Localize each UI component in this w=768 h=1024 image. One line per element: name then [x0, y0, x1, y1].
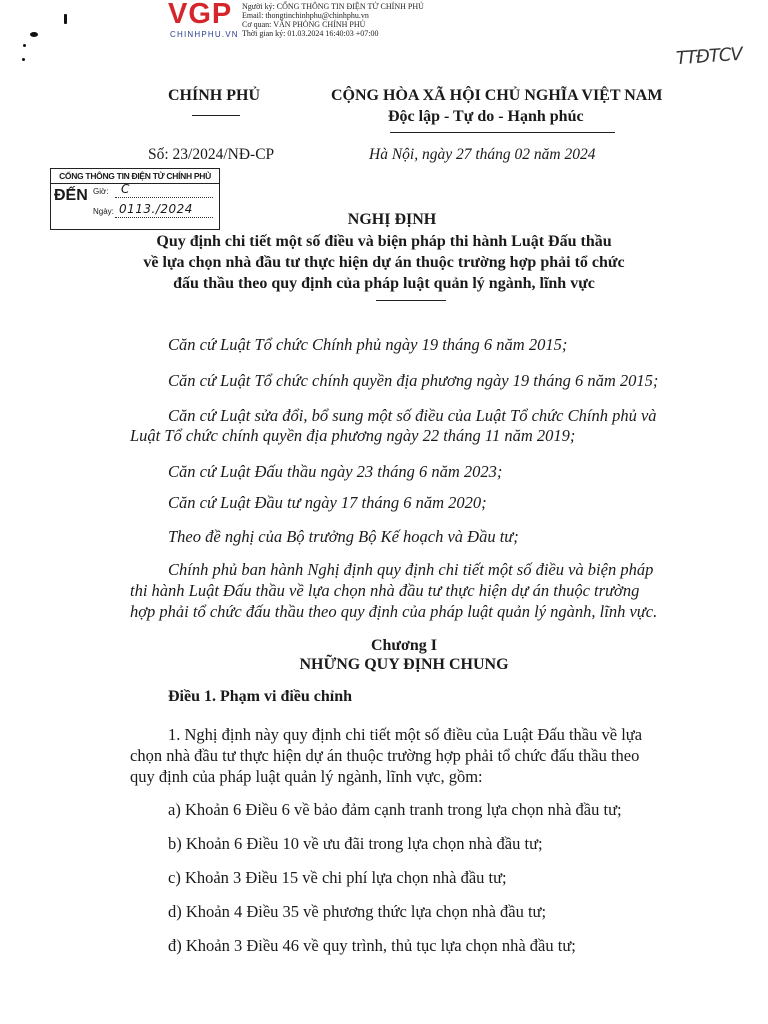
- article-1-clause-line: quy định của pháp luật quản lý ngành, lĩnh vực, gồm:: [130, 767, 483, 786]
- article-1-clause-line: 1. Nghị định này quy định chi tiết một số điều của Luật Đấu thầu về lựa: [168, 725, 643, 744]
- chapter-label: Chương I: [370, 637, 438, 654]
- signature-signer: Người ký: CỔNG THÔNG TIN ĐIỆN TỬ CHÍNH PHỦ: [242, 2, 424, 11]
- digital-signature-block: [242, 2, 442, 38]
- stamp-time-label: Giờ:: [93, 187, 109, 196]
- stamp-date-value: 0113./2024: [119, 202, 193, 216]
- decree-subtitle-line: Quy định chi tiết một số điều và biện pháp thi hành Luật Đấu thầu: [156, 233, 612, 250]
- preamble-promulgation-line: hợp phải tổ chức đấu thầu theo quy định của pháp luật quản lý ngành, lĩnh vực.: [130, 602, 658, 621]
- scan-speck-mark: [64, 14, 67, 24]
- preamble-basis-bidding-law: Căn cứ Luật Đấu thầu ngày 23 tháng 6 năm 2023;: [168, 462, 503, 481]
- stamp-date-label: Ngày:: [93, 207, 114, 216]
- preamble-basis-amendment-line: Luật Tổ chức chính quyền địa phương ngày 22 tháng 11 năm 2019;: [130, 426, 576, 445]
- decree-title: NGHỊ ĐỊNH: [347, 211, 437, 228]
- scan-speck-mark: [22, 58, 25, 61]
- motto-underline: [390, 132, 615, 133]
- handwritten-note: TTĐTCV: [675, 43, 743, 70]
- list-item: b) Khoản 6 Điều 10 về ưu đãi trong lựa chọn nhà đầu tư;: [168, 834, 543, 853]
- preamble-basis-amendment-line: Căn cứ Luật sửa đổi, bổ sung một số điều của Luật Tổ chức Chính phủ và: [168, 406, 657, 425]
- list-item: đ) Khoản 3 Điều 46 về quy trình, thủ tục lựa chọn nhà đầu tư;: [168, 936, 576, 955]
- list-item: c) Khoản 3 Điều 15 về chi phí lựa chọn nhà đầu tư;: [168, 868, 507, 887]
- stamp-header: CỔNG THÔNG TIN ĐIỆN TỬ CHÍNH PHỦ: [51, 169, 219, 184]
- stamp-time-dotline: [115, 197, 213, 198]
- stamp-den-label: ĐẾN: [54, 187, 88, 204]
- vgp-logo-subtitle: CHINHPHU.VN: [170, 30, 239, 39]
- stamp-time-value: C: [121, 182, 130, 196]
- title-underline: [376, 300, 446, 301]
- signature-email: Email: thongtinchinhphu@chinhphu.vn: [242, 11, 369, 20]
- list-item: a) Khoản 6 Điều 6 về bảo đảm cạnh tranh trong lựa chọn nhà đầu tư;: [168, 800, 622, 819]
- preamble-promulgation-line: thi hành Luật Đấu thầu về lựa chọn nhà đầu tư thực hiện dự án thuộc trường: [130, 581, 640, 600]
- nation-name: CỘNG HÒA XÃ HỘI CHỦ NGHĨA VIỆT NAM: [331, 87, 663, 104]
- preamble-proposal: Theo đề nghị của Bộ trưởng Bộ Kế hoạch và Đầu tư;: [168, 527, 519, 546]
- list-item: d) Khoản 4 Điều 35 về phương thức lựa chọn nhà đầu tư;: [168, 902, 547, 921]
- preamble-promulgation-line: Chính phủ ban hành Nghị định quy định chi tiết một số điều và biện pháp: [168, 560, 654, 579]
- issuer-underline: [192, 115, 240, 116]
- issuer-name: CHÍNH PHỦ: [168, 87, 260, 104]
- place-and-date: Hà Nội, ngày 27 tháng 02 năm 2024: [369, 146, 596, 163]
- chapter-title: NHỮNG QUY ĐỊNH CHUNG: [299, 656, 509, 673]
- preamble-basis-local-government-law: Căn cứ Luật Tổ chức chính quyền địa phương ngày 19 tháng 6 năm 2015;: [168, 371, 659, 390]
- article-1-clause-line: chọn nhà đầu tư thực hiện dự án thuộc trường hợp phải tổ chức đấu thầu theo: [130, 746, 640, 765]
- national-motto: Độc lập - Tự do - Hạnh phúc: [388, 108, 584, 125]
- decree-subtitle-line: về lựa chọn nhà đầu tư thực hiện dự án thuộc trường hợp phải tổ chức: [143, 254, 625, 271]
- preamble-basis-investment-law: Căn cứ Luật Đầu tư ngày 17 tháng 6 năm 2020;: [168, 493, 487, 512]
- preamble-basis-government-law: Căn cứ Luật Tổ chức Chính phủ ngày 19 tháng 6 năm 2015;: [168, 335, 568, 354]
- scan-speck-mark: [23, 44, 26, 47]
- signature-agency: Cơ quan: VĂN PHÒNG CHÍNH PHỦ: [242, 20, 366, 29]
- scan-speck-mark: [30, 32, 38, 37]
- vgp-logo: [168, 0, 246, 42]
- article-1-title: Điều 1. Phạm vi điều chỉnh: [168, 688, 353, 705]
- vgp-logo-text: VGP: [168, 0, 233, 30]
- decree-subtitle-line: đấu thầu theo quy định của pháp luật quản lý ngành, lĩnh vực: [173, 275, 595, 292]
- signature-time: Thời gian ký: 01.03.2024 16:40:03 +07:00: [242, 29, 379, 38]
- document-number: Số: 23/2024/NĐ-CP: [148, 146, 275, 163]
